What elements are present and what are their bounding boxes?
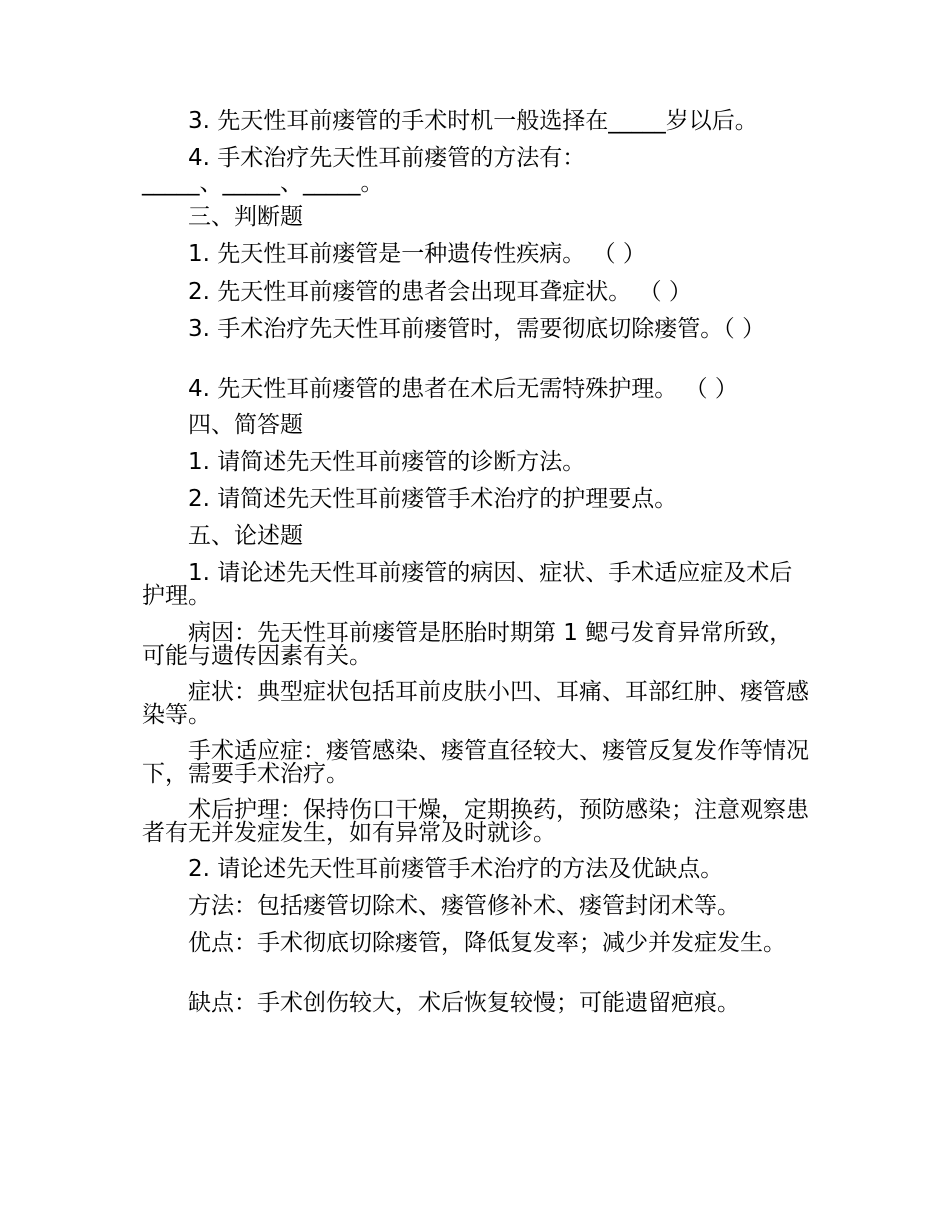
true-false-item-4: 4. 先天性耳前瘘管的患者在术后无需特殊护理。 （ ）: [188, 376, 738, 402]
true-false-item-2: 2. 先天性耳前瘘管的患者会出现耳聋症状。 （ ）: [188, 279, 692, 305]
essay-q2-answer-disadvantages: 缺点：手术创伤较大，术后恢复较慢；可能遗留疤痕。: [188, 990, 740, 1016]
fill-question-4: 4. 手术治疗先天性耳前瘘管的方法有：: [188, 145, 586, 171]
fill-question-3: 3. 先天性耳前瘘管的手术时机一般选择在_____岁以后。: [188, 108, 758, 134]
essay-q2-answer-advantages: 优点：手术彻底切除瘘管，降低复发率；减少并发症发生。: [188, 930, 786, 956]
essay-q1-answer-indications: 手术适应症：瘘管感染、瘘管直径较大、瘘管反复发作等情况下，需要手术治疗。: [142, 738, 809, 787]
essay-q2-answer-methods: 方法：包括瘘管切除术、瘘管修补术、瘘管封闭术等。: [188, 893, 740, 919]
short-answer-item-2: 2. 请简述先天性耳前瘘管手术治疗的护理要点。: [188, 486, 678, 512]
section-heading-essay: 五、论述题: [188, 523, 303, 549]
section-heading-short-answer: 四、简答题: [188, 412, 303, 438]
fill-question-4-blanks: _____、_____、_____。: [142, 170, 384, 196]
short-answer-item-1: 1. 请简述先天性耳前瘘管的诊断方法。: [188, 449, 586, 475]
true-false-item-1: 1. 先天性耳前瘘管是一种遗传性疾病。 （ ）: [188, 241, 646, 267]
true-false-item-3: 3. 手术治疗先天性耳前瘘管时，需要彻底切除瘘管。（ ）: [188, 316, 766, 342]
section-heading-true-false: 三、判断题: [188, 204, 303, 230]
essay-question-2: 2. 请论述先天性耳前瘘管手术治疗的方法及优缺点。: [188, 856, 724, 882]
essay-q1-answer-postop-care: 术后护理：保持伤口干燥，定期换药，预防感染；注意观察患者有无并发症发生，如有异常及时就诊。: [142, 797, 809, 846]
essay-question-1: 1. 请论述先天性耳前瘘管的病因、症状、手术适应症及术后护理。: [142, 560, 793, 609]
essay-q1-answer-symptoms: 症状：典型症状包括耳前皮肤小凹、耳痛、耳部红肿、瘘管感染等。: [142, 679, 809, 728]
essay-q1-answer-cause: 病因：先天性耳前瘘管是胚胎时期第 1 鳃弓发育异常所致，可能与遗传因素有关。: [142, 620, 793, 669]
